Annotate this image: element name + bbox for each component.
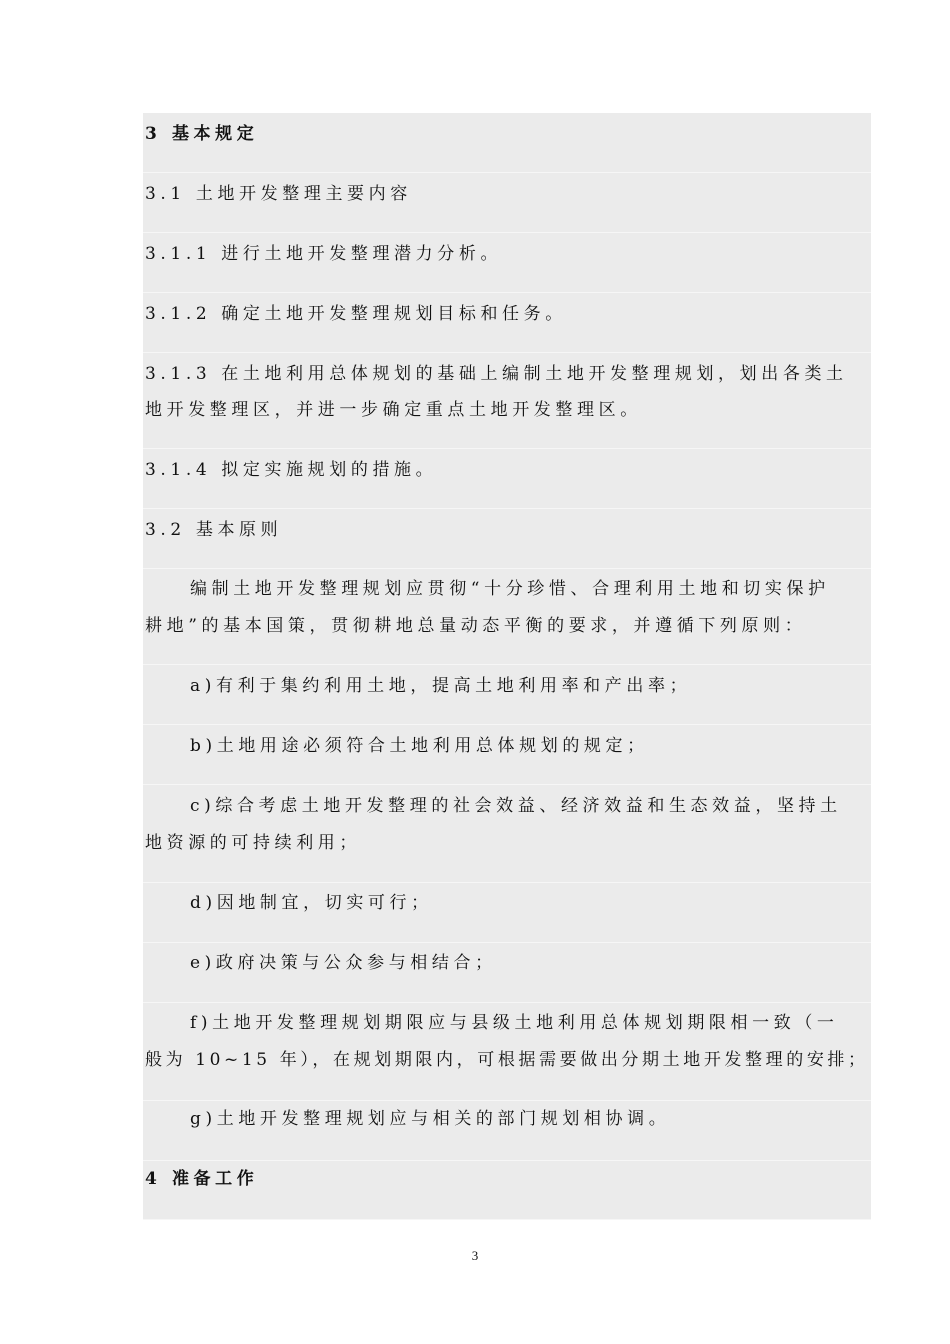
principle-c-line2: 地资源的可持续利用；: [145, 833, 361, 853]
principle-e: e)政府决策与公众参与相结合；: [190, 953, 497, 973]
clause-3-1-3-line1: 3.1.3 在土地利用总体规划的基础上编制土地开发整理规划，划出各类土: [145, 364, 848, 384]
clause-3-1-1: 3.1.1 进行土地开发整理潜力分析。: [145, 244, 503, 264]
section-heading-4: 4 准备工作: [145, 1169, 259, 1189]
principle-d: d)因地制宜，切实可行；: [190, 893, 433, 913]
clause-3-1-2: 3.1.2 确定土地开发整理规划目标和任务。: [145, 304, 567, 324]
clause-3-1-4: 3.1.4 拟定实施规划的措施。: [145, 460, 438, 480]
section-heading-3: 3 基本规定: [145, 124, 259, 144]
principle-f-line2: 般为 10~15 年），在规划期限内，可根据需要做出分期土地开发整理的安排；: [145, 1050, 869, 1070]
principle-g: g)土地开发整理规划应与相关的部门规划相协调。: [190, 1109, 671, 1129]
principle-a: a)有利于集约利用土地，提高土地利用率和产出率；: [190, 676, 692, 696]
paragraph-line2: 耕地”的基本国策，贯彻耕地总量动态平衡的要求，并遵循下列原则：: [145, 616, 807, 636]
section-row: [143, 883, 871, 943]
page-number: 3: [471, 1248, 479, 1263]
principle-b: b)土地用途必须符合土地利用总体规划的规定；: [190, 736, 649, 756]
subsection-heading-3-2: 3.2 基本原则: [145, 520, 283, 540]
document-content-area: [143, 113, 871, 1220]
principle-f-line1: f)土地开发整理规划期限应与县级土地利用总体规划期限相一致（一: [190, 1013, 839, 1033]
clause-3-1-3-line2: 地开发整理区，并进一步确定重点土地开发整理区。: [145, 400, 642, 420]
paragraph-line1: 编制土地开发整理规划应贯彻“十分珍惜、合理利用土地和切实保护: [190, 579, 830, 599]
principle-c-line1: c)综合考虑土地开发整理的社会效益、经济效益和生态效益，坚持土: [190, 796, 842, 816]
subsection-heading-3-1: 3.1 土地开发整理主要内容: [145, 184, 412, 204]
section-row: [143, 943, 871, 1003]
